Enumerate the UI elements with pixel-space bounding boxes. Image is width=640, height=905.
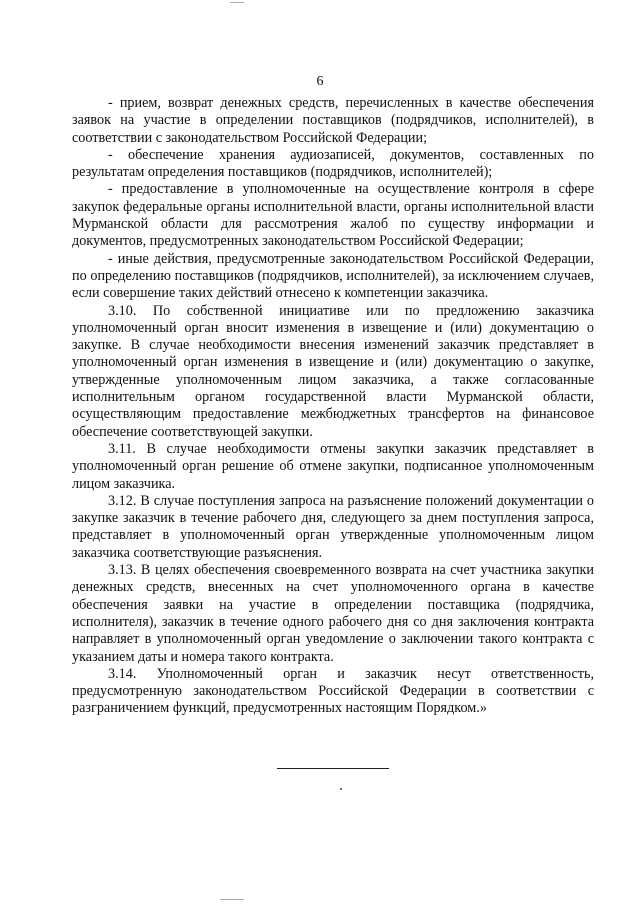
paragraph-3-11: 3.11. В случае необходимости отмены закупки заказчик представляет в уполномоченный орган решение об отмене закупки, подписанное уполномоченным лицом заказчика.	[72, 440, 594, 492]
document-body	[72, 95, 594, 718]
paragraph-3-12: 3.12. В случае поступления запроса на разъяснение положений документации о закупке заказчик в течение рабочего дня, следующего за днем поступления запроса, представляет в уполномоченный орган утвержденные уполномоченным лицом заказчика соответствующие разъяснения.	[72, 492, 594, 561]
paragraph-bullet-refund: - прием, возврат денежных средств, перечисленных в качестве обеспечения заявок на участие в определении поставщиков (подрядчиков, исполнителей), в соответствии с законодательством Российской Федерации;	[72, 95, 594, 146]
paragraph-bullet-other-actions: - иные действия, предусмотренные законодательством Российской Федерации, по определению поставщиков (подрядчиков, исполнителей), за исключением случаев, если совершение таких действий отнесено к компетенции заказчика.	[72, 250, 594, 302]
page-number: 6	[316, 74, 324, 89]
scan-edge-mark-top	[230, 2, 244, 3]
separator-dot	[340, 788, 342, 790]
paragraph-3-14: 3.14. Уполномоченный орган и заказчик несут ответственность, предусмотренную законодательством Российской Федерации в соответствии с разграничением функций, предусмотренных настоящим Порядком.»	[72, 665, 594, 717]
end-separator-line	[277, 768, 389, 769]
paragraph-3-13: 3.13. В целях обеспечения своевременного возврата на счет участника закупки денежных средств, внесенных на счет уполномоченного органа в качестве обеспечения заявки на участие в определении поставщика (подрядчика, исполнителя), заказчик в течение одного рабочего дня со дня заключения контракта направляет в уполномоченный орган уведомление о заключении такого контракта с указанием даты и номера такого контракта.	[72, 562, 594, 665]
paragraph-bullet-complaints: - предоставление в уполномоченные на осуществление контроля в сфере закупок федеральные органы исполнительной власти, органы исполнительной власти Мурманской области для рассмотрения жалоб по существу информации и документов, предусмотренных законодательством Российской Федерации;	[72, 181, 594, 250]
paragraph-bullet-storage: - обеспечение хранения аудиозаписей, документов, составленных по результатам определения поставщиков (подрядчиков, исполнителей);	[72, 146, 594, 181]
paragraph-3-10: 3.10. По собственной инициативе или по предложению заказчика уполномоченный орган вносит изменения в извещение и (или) документацию о закупке. В случае необходимости внесения изменений заказчик представляет в уполномоченный орган изменения в извещение и (или) документацию о закупке, утвержденные уполномоченным лицом заказчика, а также согласованные исполнительным органом государственной власти Мурманской области, осуществляющим предоставление межбюджетных трансфертов на финансовое обеспечение соответствующей закупки.	[72, 302, 594, 440]
scan-edge-mark-bottom	[220, 899, 244, 900]
